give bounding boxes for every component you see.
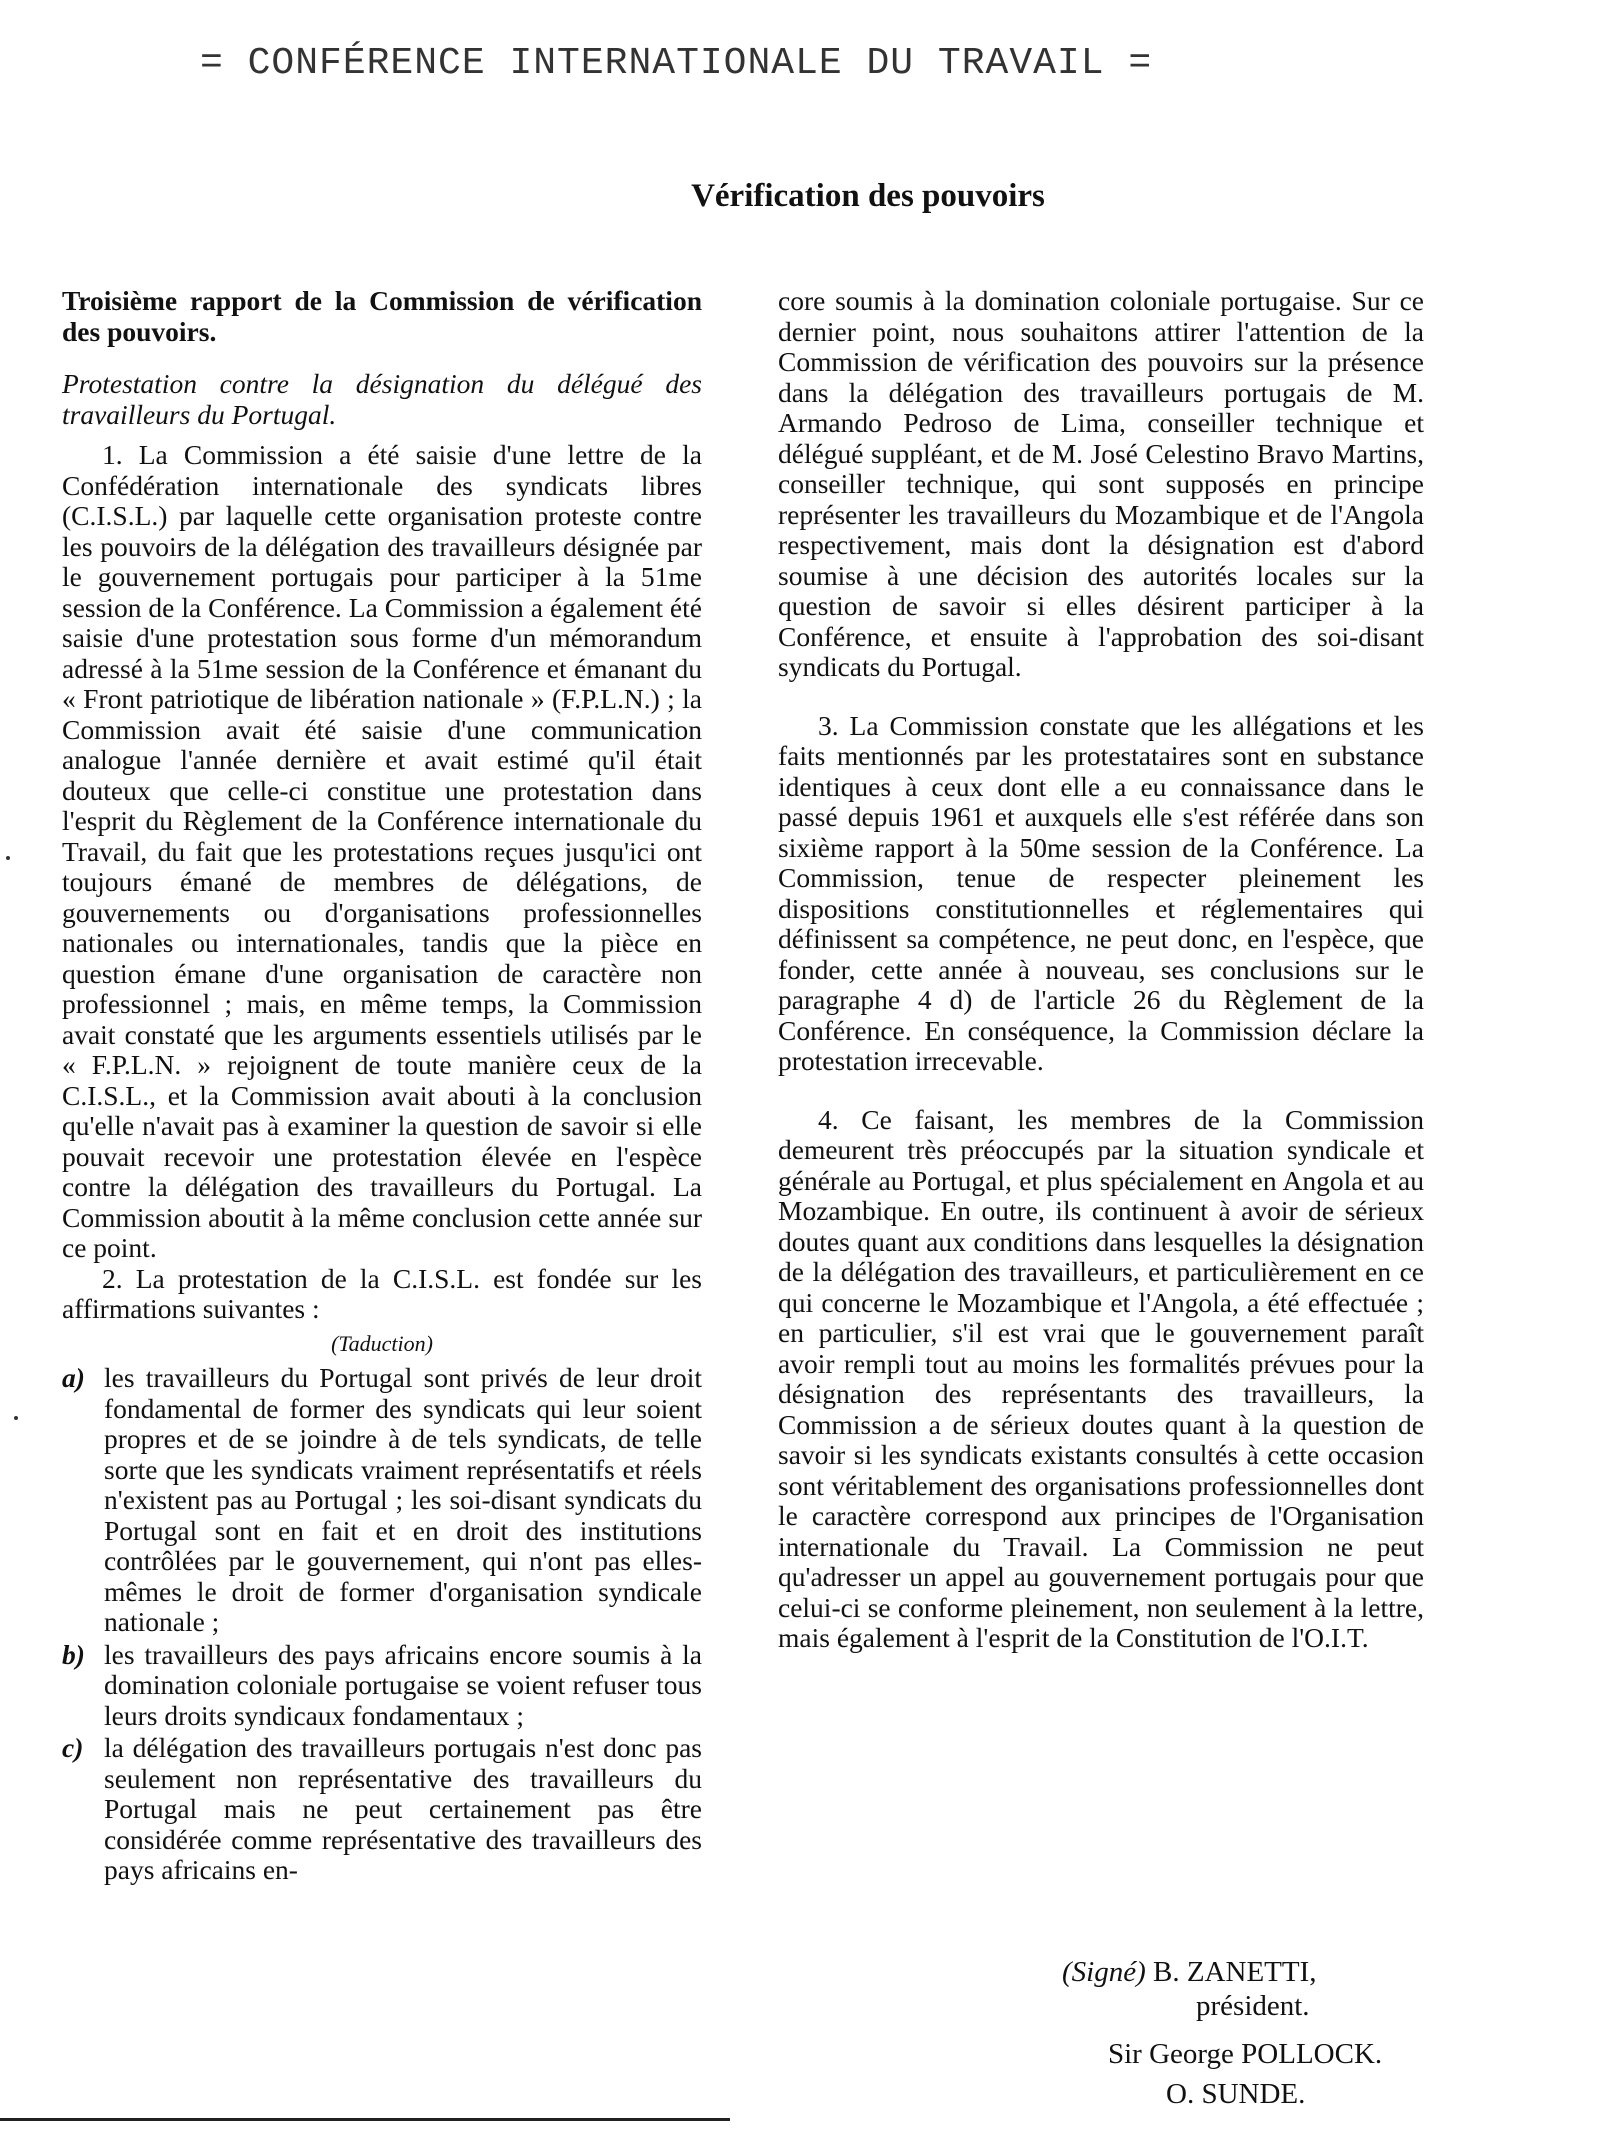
signatory-zanetti: B. ZANETTI, xyxy=(1153,1956,1317,1988)
left-column xyxy=(62,286,702,1886)
report-heading: Troisième rapport de la Commission de vérification des pouvoirs. xyxy=(62,285,702,347)
page-header: = CONFÉRENCE INTERNATIONALE DU TRAVAIL = xyxy=(200,42,1153,85)
list-item xyxy=(62,1363,702,1638)
signatory-pollock: Sir George POLLOCK. xyxy=(1108,2038,1383,2070)
translation-note: (Taduction) xyxy=(331,1330,433,1356)
signatory-role: président. xyxy=(1196,1990,1310,2022)
item-marker: a) xyxy=(62,1362,85,1393)
item-marker: b) xyxy=(62,1638,85,1670)
protest-subheading: Protestation contre la désignation du délégué des travailleurs du Portugal. xyxy=(62,368,702,430)
paragraph-1: 1. La Commission a été saisie d'une lettre de la Confédération internationale des syndicats libres (C.I.S.L.) par laquelle cette organisation proteste contre les pouvoirs de la délégation des travailleurs désignée par le gouvernement portugais pour participer à la 51me session de la Conférence. La Commission a également été saisie d'une protestation sous forme d'un mémorandum adressé à la 51me session de la Conférence et émanant du « Front patriotique de libération nationale » (F.P.L.N.) ; la Commission avait été saisie d'une communication analogue l'année dernière et avait estimé qu'il était douteux que celle-ci constitue une protestation dans l'esprit du Règlement de la Conférence internationale du Travail, du fait que les protestations reçues jusqu'ici ont toujours émané de membres de délégations, de gouvernements ou d'organisations professionnelles nationales ou internationales, tandis que la pièce en question émane d'une organisation de caractère non professionnel ; mais, en même temps, la Commission avait constaté que les arguments essentiels utilisés par le « F.P.L.N. » rejoignent de toute manière ceux de la C.I.S.L., et la Commission avait abouti à la conclusion qu'elle n'avait pas à examiner la question de savoir si elle pouvait recevoir une protestation élevée en l'espèce contre la délégation des travailleurs du Portugal. La Commission aboutit à la même conclusion cette année sur ce point. xyxy=(62,439,702,1263)
list-item xyxy=(62,1640,702,1732)
item-text: les travailleurs du Portugal sont privés de leur droit fondamental de former des syndicats qui leur soient propres et de se joindre à de tels syndicats, de telle sorte que les syndicats vraiment représentatifs et réels n'existent pas au Portugal ; les soi-disant syndicats du Portugal sont en fait et en droit des institutions contrôlées par le gouvernement, qui n'ont pas elles-mêmes le droit de former d'organisation syndicale nationale ; xyxy=(104,1362,702,1637)
signed-label: (Signé) xyxy=(1062,1956,1146,1988)
page-title: Vérification des pouvoirs xyxy=(691,178,1045,214)
scan-speck xyxy=(6,856,10,860)
item-text: la délégation des travailleurs portugais n'est donc pas seulement non représentative des travailleurs du Portugal mais ne peut certainement pas être considérée comme représentative des travailleurs des pays africains en- xyxy=(104,1732,702,1885)
paragraph-4: 4. Ce faisant, les membres de la Commission demeurent très préoccupés par la situation syndicale et générale au Portugal, et plus spécialement en Angola et au Mozambique. En outre, ils continuent à avoir de sérieux doutes quant aux conditions dans lesquelles la désignation de la délégation des travailleurs, et particulièrement en ce qui concerne le Mozambique et l'Angola, a été effectuée ; en particulier, s'il est vrai que le gouvernement paraît avoir rempli tout au moins les formalités prévues pour la désignation des représentants des travailleurs, la Commission a de sérieux doutes quant à la question de savoir si les syndicats existants consultés à cette occasion sont véritablement des organisations professionnelles dont le caractère correspond aux principes de l'Organisation internationale du Travail. La Commission ne peut qu'adresser un appel au gouvernement portugais pour que celui-ci se conforme pleinement, non seulement à la lettre, mais également à l'esprit de la Constitution de l'O.I.T. xyxy=(778,1103,1424,1653)
item-text: les travailleurs des pays africains encore soumis à la domination coloniale portugaise se voient refuser tous leurs droits syndicaux fondamentaux ; xyxy=(104,1638,702,1731)
signatory-sunde: O. SUNDE. xyxy=(1166,2078,1306,2110)
paragraph-2: 2. La protestation de la C.I.S.L. est fondée sur les affirmations suivantes : xyxy=(62,1262,702,1324)
signature-line-1 xyxy=(1062,1956,1317,1989)
item-marker: c) xyxy=(62,1732,84,1763)
right-column xyxy=(778,286,1424,1654)
paragraph-3: 3. La Commission constate que les allégations et les faits mentionnés par les protestataires sont en substance identiques à ceux dont elle a eu connaissance dans le passé depuis 1961 et auxquels elle s'est référée dans son sixième rapport à la 50me session de la Conférence. La Commission, tenue de respecter pleinement les dispositions constitutionnelles et réglementaires qui définissent sa compétence, ne peut donc, en l'espèce, que fonder, cette année à nouveau, ses conclusions sur le paragraphe 4 d) de l'article 26 du Règlement de la Conférence. En conséquence, la Commission déclare la protestation irrecevable. xyxy=(778,709,1424,1076)
scan-speck xyxy=(14,1416,18,1420)
list-item xyxy=(62,1733,702,1886)
bottom-rule xyxy=(0,2118,730,2121)
continuation-text: core soumis à la domination coloniale portugaise. Sur ce dernier point, nous souhaitons attirer l'attention de la Commission de vérification des pouvoirs sur la présence dans la délégation des travailleurs portugais de M. Armando Pedroso de Lima, conseiller technique et délégué suppléant, et de M. José Celestino Bravo Martins, conseiller technique, qui sont supposés en principe représenter les travailleurs du Mozambique et de l'Angola respectivement, mais dont la désignation est d'abord soumise à une décision des autorités locales sur la question de savoir si elles désirent participer à la Conférence, et ensuite à l'approbation des soi-disant syndicats du Portugal. xyxy=(778,285,1424,682)
